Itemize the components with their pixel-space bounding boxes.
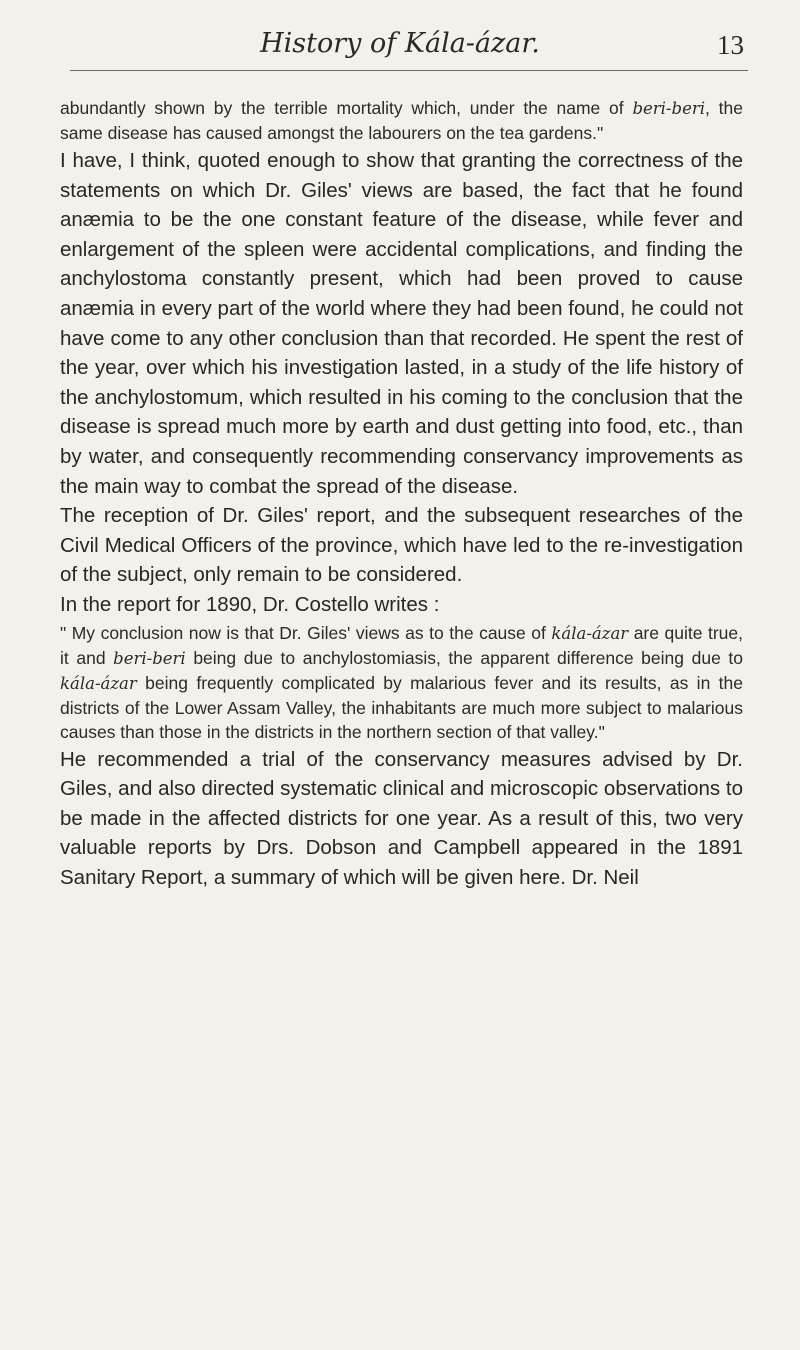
text-run: " My conclusion now is that Dr. Giles' views as to the cause of [60, 622, 552, 643]
quote-continuation-paragraph [60, 96, 743, 145]
paragraph-giles-conclusion: I have, I think, quoted enough to show that granting the correctness of the statements on which Dr. Giles' views are based, the fact that he found anæmia to be the one constant feature of the disease, while fever and enlargement of the spleen were accidental complications, and finding the anchylostoma constantly present, which had been proved to cause anæmia in every part of the world where they had been found, he could not have come to any other conclusion than that recorded. He spent the rest of the year, over which his investigation lasted, in a study of the life history of the anchylostomum, which resulted in his coming to the conclusion that the disease is spread much more by earth and dust getting into food, etc., than by water, and consequently recommending conservancy improvements as the main way to combat the spread of the disease. [60, 149, 743, 498]
text-run: are quite true, it and [60, 622, 743, 668]
header-rule [70, 70, 748, 71]
page-body [60, 96, 743, 892]
running-title: History of Kála-ázar. [260, 28, 540, 59]
italic-term: kála-ázar [551, 623, 629, 643]
text-run: , the same disease has caused amongst the labourers on the tea gardens." [60, 98, 743, 143]
paragraph-costello-intro: In the report for 1890, Dr. Costello writes : [60, 592, 440, 616]
italic-term: beri-beri [632, 99, 705, 118]
running-head [0, 28, 800, 78]
paragraph-recommendation: He recommended a trial of the conservancy measures advised by Dr. Giles, and also directed systematic clinical and microscopic observations to be made in the affected districts for one year. As a result of this, two very valuable reports by Drs. Dobson and Campbell appeared in the 1891 Sanitary Report, a summary of which will be given here. Dr. Neil [60, 747, 743, 889]
costello-quote-paragraph [60, 621, 743, 744]
italic-term: beri-beri [113, 648, 186, 668]
text-run: abundantly shown by the terrible mortality which, under the name of [60, 98, 633, 118]
italic-term: kála-ázar [60, 673, 137, 693]
page-number: 13 [717, 30, 744, 60]
text-run: being due to anchylostomiasis, the apparent difference being due to [185, 647, 743, 668]
paragraph-reception: The reception of Dr. Giles' report, and the subsequent researches of the Civil Medical Officers of the province, which have led to the re-investigation of the subject, only remain to be considered. [60, 504, 743, 587]
text-run: being frequently complicated by malarious fever and its results, as in the districts of the Lower Assam Valley, the inhabitants are much more subject to malarious causes than those in the districts in the northern section of that valley." [60, 672, 743, 742]
